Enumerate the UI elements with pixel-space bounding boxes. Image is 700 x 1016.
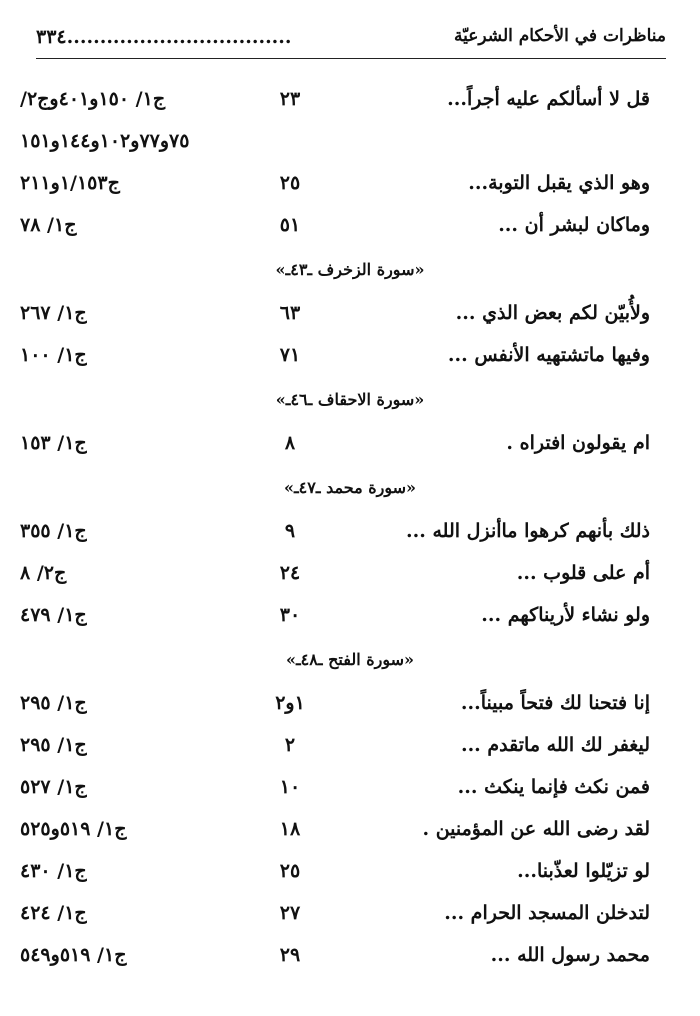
verse-text: ولو نشاء لأريناكهم ... [481, 604, 650, 626]
index-row [0, 812, 700, 852]
page-reference: ج١/ ٢٩٥ [20, 692, 87, 714]
verse-text: محمد رسول الله ... [490, 944, 650, 966]
page-reference: ج١/ ٢٩٥ [20, 734, 87, 756]
index-row [0, 896, 700, 936]
index-row [0, 296, 700, 336]
verse-text: ليغفر لك الله ماتقدم ... [460, 734, 650, 756]
verse-text: ولأُبيّن لكم بعض الذي ... [455, 302, 650, 324]
verse-text: وهو الذي يقبل التوبة... [468, 172, 650, 194]
index-row [0, 938, 700, 978]
verse-text: إنا فتحنا لك فتحاً مبيناً... [460, 692, 650, 714]
verse-number: ٢٣ [279, 88, 301, 110]
verse-number: ٢ [284, 734, 296, 756]
index-row [0, 728, 700, 768]
verse-number: ٢٤ [279, 562, 301, 584]
verse-text: لقد رضى الله عن المؤمنين . [422, 818, 650, 840]
surah-heading: «سورة محمد ـ٤٧ـ» [283, 478, 417, 497]
verse-number: ٣٠ [279, 604, 301, 626]
reference-continuation: ٧٥و٧٧و١٠٢و١٤٤و١٥١ [20, 130, 190, 152]
index-row [0, 556, 700, 596]
page-reference: ج١/ ١٠٠ [20, 344, 87, 366]
page-reference: ج١/ ١٥٣ [20, 432, 87, 454]
surah-heading: «سورة الفتح ـ٤٨ـ» [285, 650, 415, 669]
verse-number: ١٠ [279, 776, 301, 798]
page-reference: ج١/ ٣٥٥ [20, 520, 87, 542]
verse-number: ٩ [284, 520, 296, 542]
page-reference: ج١/ ١٥٠و٤٠١وج٢/ [20, 88, 166, 110]
page-reference: ج١/ ٤٢٤ [20, 902, 87, 924]
page-reference: ج١/ ٥٢٧ [20, 776, 87, 798]
index-row [0, 208, 700, 248]
index-row [0, 426, 700, 466]
verse-text: لو تزيّلوا لعذّبنا... [517, 860, 650, 882]
verse-text: فمن نكث فإنما ينكث ... [457, 776, 650, 798]
verse-text: وماكان لبشر أن ... [498, 214, 650, 236]
index-row [0, 598, 700, 638]
page-reference: ج١/ ٤٧٩ [20, 604, 87, 626]
index-row [0, 686, 700, 726]
index-row [0, 514, 700, 554]
page-reference: ج١/١٥٣و٢١١ [20, 172, 120, 194]
page-reference: ج١/ ٥١٩و٥٤٩ [20, 944, 127, 966]
surah-heading: «سورة الزخرف ـ٤٣ـ» [275, 260, 425, 279]
verse-text: ام يقولون افتراه . [506, 432, 650, 454]
index-row [0, 124, 700, 164]
page-reference: ج٢/ ٨ [20, 562, 67, 584]
index-row [0, 338, 700, 378]
verse-text: أم على قلوب ... [516, 562, 650, 584]
verse-number: ٧١ [279, 344, 301, 366]
index-row [0, 82, 700, 122]
verse-text: وفيها ماتشتهيه الأنفس ... [447, 344, 650, 366]
page-reference: ج١/ ٧٨ [20, 214, 77, 236]
verse-number: ٢٧ [279, 902, 301, 924]
page-reference: ج١/ ٤٣٠ [20, 860, 87, 882]
page-reference: ج١/ ٢٦٧ [20, 302, 87, 324]
verse-number: ٢٩ [279, 944, 301, 966]
verse-number: ١٨ [279, 818, 301, 840]
page-reference: ج١/ ٥١٩و٥٢٥ [20, 818, 127, 840]
verse-number: ٢٥ [279, 172, 301, 194]
verse-text: لتدخلن المسجد الحرام ... [444, 902, 650, 924]
verse-number: ٨ [284, 432, 296, 454]
verse-number: ٦٣ [279, 302, 301, 324]
index-row [0, 166, 700, 206]
verse-number: ٥١ [279, 214, 301, 236]
index-row [0, 770, 700, 810]
index-row [0, 854, 700, 894]
running-title: مناظرات في الأحكام الشرعيّة [454, 26, 666, 46]
page-header [36, 22, 666, 59]
page-number: ٣٣٤.................................. [36, 26, 292, 48]
verse-number: ٢٥ [279, 860, 301, 882]
surah-heading: «سورة الاحقاف ـ٤٦ـ» [275, 390, 425, 409]
verse-number: ١و٢ [275, 692, 305, 714]
verse-text: ذلك بأنهم كرهوا ماأنزل الله ... [406, 520, 650, 542]
verse-text: قل لا أسألكم عليه أجراً... [447, 88, 650, 110]
